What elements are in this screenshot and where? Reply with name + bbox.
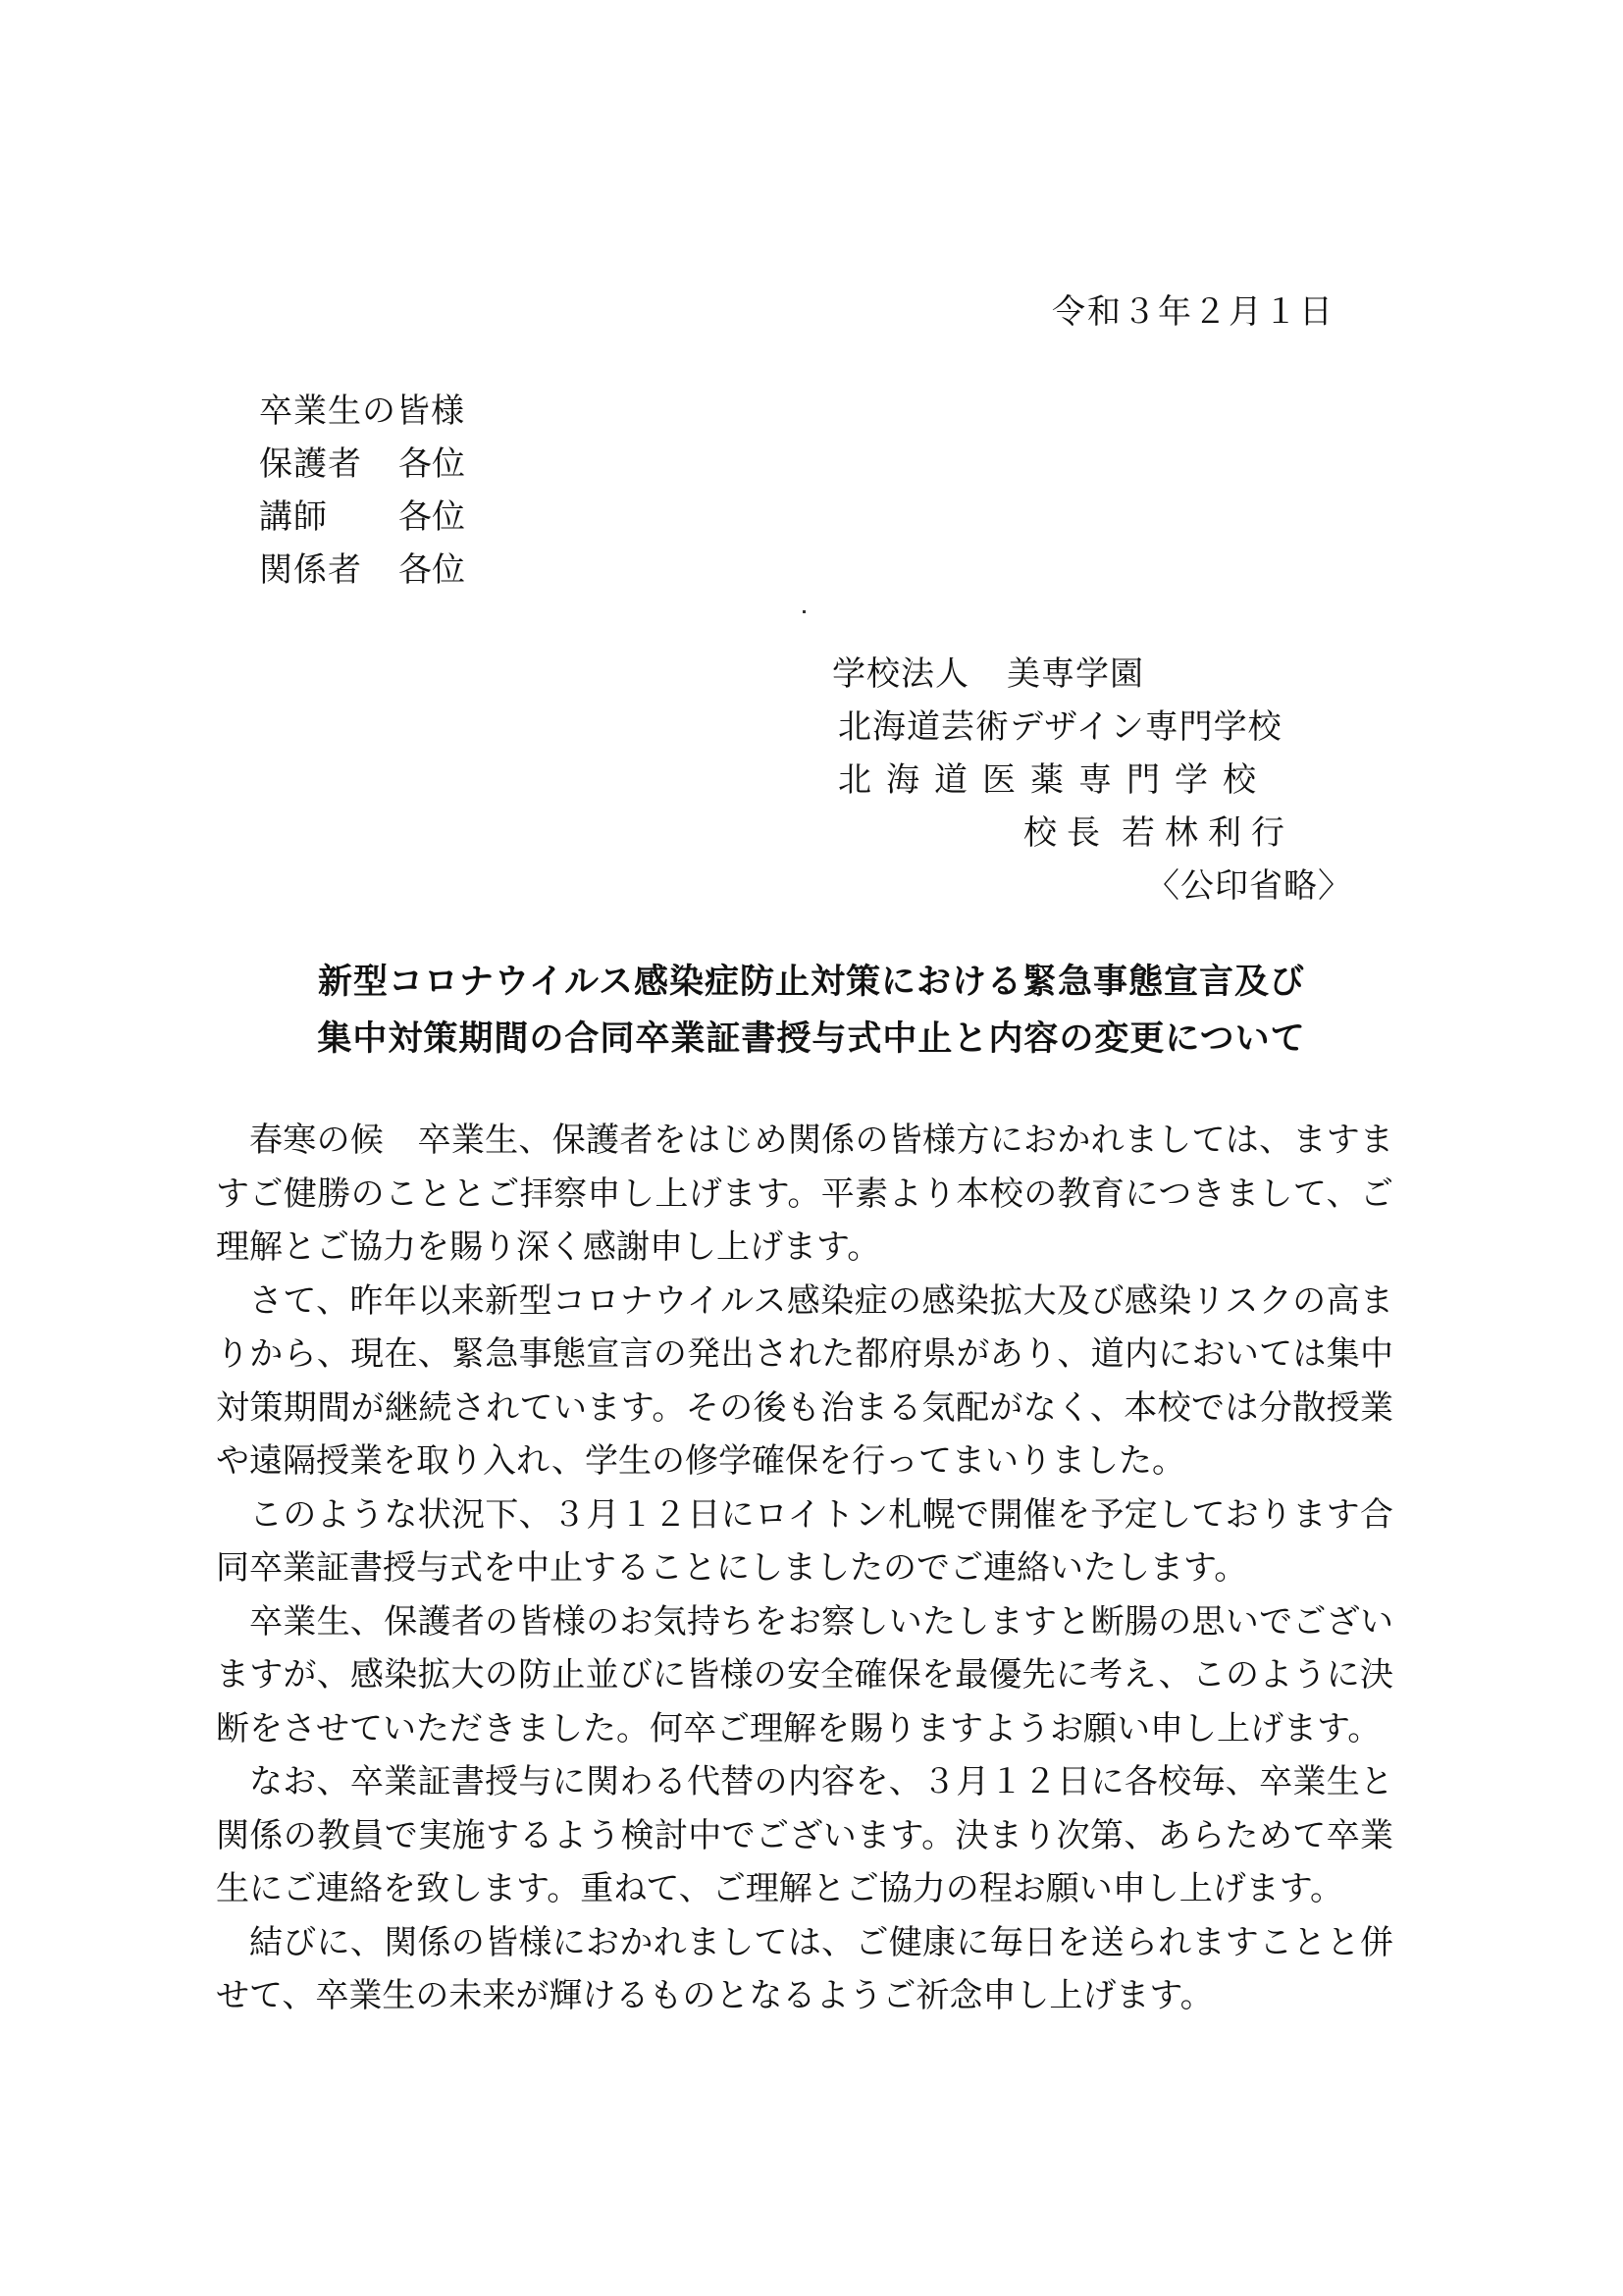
sender-block xyxy=(832,648,1352,913)
title-line-2: 集中対策期間の合同卒業証書授与式中止と内容の変更について xyxy=(317,1019,1306,1059)
letter-title xyxy=(0,954,1623,1068)
body-paragraph: なお、卒業証書授与に関わる代替の内容を、３月１２日に各校毎、卒業生と関係の教員で実施するよう検討中でございます。決まり次第、あらためて卒業生にご連絡を致します。重ねて、ご理解とご協力の程お願い申し上げます。 xyxy=(216,1762,1393,1908)
seal-note: 〈公印省略〉 xyxy=(1146,866,1352,906)
body-paragraph: 結びに、関係の皆様におかれましては、ご健康に毎日を送られますことと併せて、卒業生の未来が輝けるものとなるようご祈念申し上げます。 xyxy=(216,1922,1393,2015)
letter-body xyxy=(216,1114,1393,2023)
recipient-name: 保護者 xyxy=(259,444,362,484)
sender-principal xyxy=(832,807,1352,860)
recipient-list xyxy=(259,385,465,597)
recipient-honorific: 各位 xyxy=(398,444,465,484)
scan-speck xyxy=(803,610,806,613)
letter-date: 令和３年２月１日 xyxy=(1052,292,1335,332)
recipient-honorific: 各位 xyxy=(398,497,465,537)
sender-school-2: 北海道医薬専門学校 xyxy=(838,760,1271,800)
sender-school-1: 北海道芸術デザイン専門学校 xyxy=(838,707,1283,747)
recipient-honorific: 各位 xyxy=(398,550,465,590)
body-paragraph: さて、昨年以来新型コロナウイルス感染症の感染拡大及び感染リスクの高まりから、現在、緊急事態宣言の発出された都府県があり、道内においては集中対策期間が継続されています。その後も治まる気配がなく、本校では分散授業や遠隔授業を取り入れ、学生の修学確保を行ってまいりました。 xyxy=(216,1280,1393,1481)
recipient-name: 関係者 xyxy=(259,550,362,590)
body-paragraph: 卒業生、保護者の皆様のお気持ちをお察しいたしますと断腸の思いでございますが、感染拡大の防止並びに皆様の安全確保を最優先に考え、このように決断をさせていただきました。何卒ご理解を賜りますようお願い申し上げます。 xyxy=(216,1601,1393,1748)
title-line-1: 新型コロナウイルス感染症防止対策における緊急事態宣言及び xyxy=(318,963,1305,1002)
recipient-line xyxy=(259,544,465,597)
corporation-type: 学校法人 xyxy=(832,654,969,694)
recipient-line xyxy=(259,438,465,491)
principal-name: 若林利行 xyxy=(1122,813,1294,853)
principal-title: 校長 xyxy=(1023,813,1110,853)
sender-corporation xyxy=(832,648,1352,701)
body-paragraph: 春寒の候 卒業生、保護者をはじめ関係の皆様方におかれましては、ますますご健勝のこととご拝察申し上げます。平素より本校の教育につきまして、ご理解とご協力を賜り深く感謝申し上げます。 xyxy=(216,1121,1393,1267)
body-paragraph: このような状況下、３月１２日にロイトン札幌で開催を予定しております合同卒業証書授与式を中止することにしましたのでご連絡いたします。 xyxy=(216,1494,1393,1588)
recipient-name: 卒業生の皆様 xyxy=(259,391,465,431)
recipient-name: 講師 xyxy=(259,497,328,537)
recipient-line xyxy=(259,385,465,438)
corporation-name: 美専学園 xyxy=(1007,654,1144,694)
recipient-line xyxy=(259,491,465,544)
